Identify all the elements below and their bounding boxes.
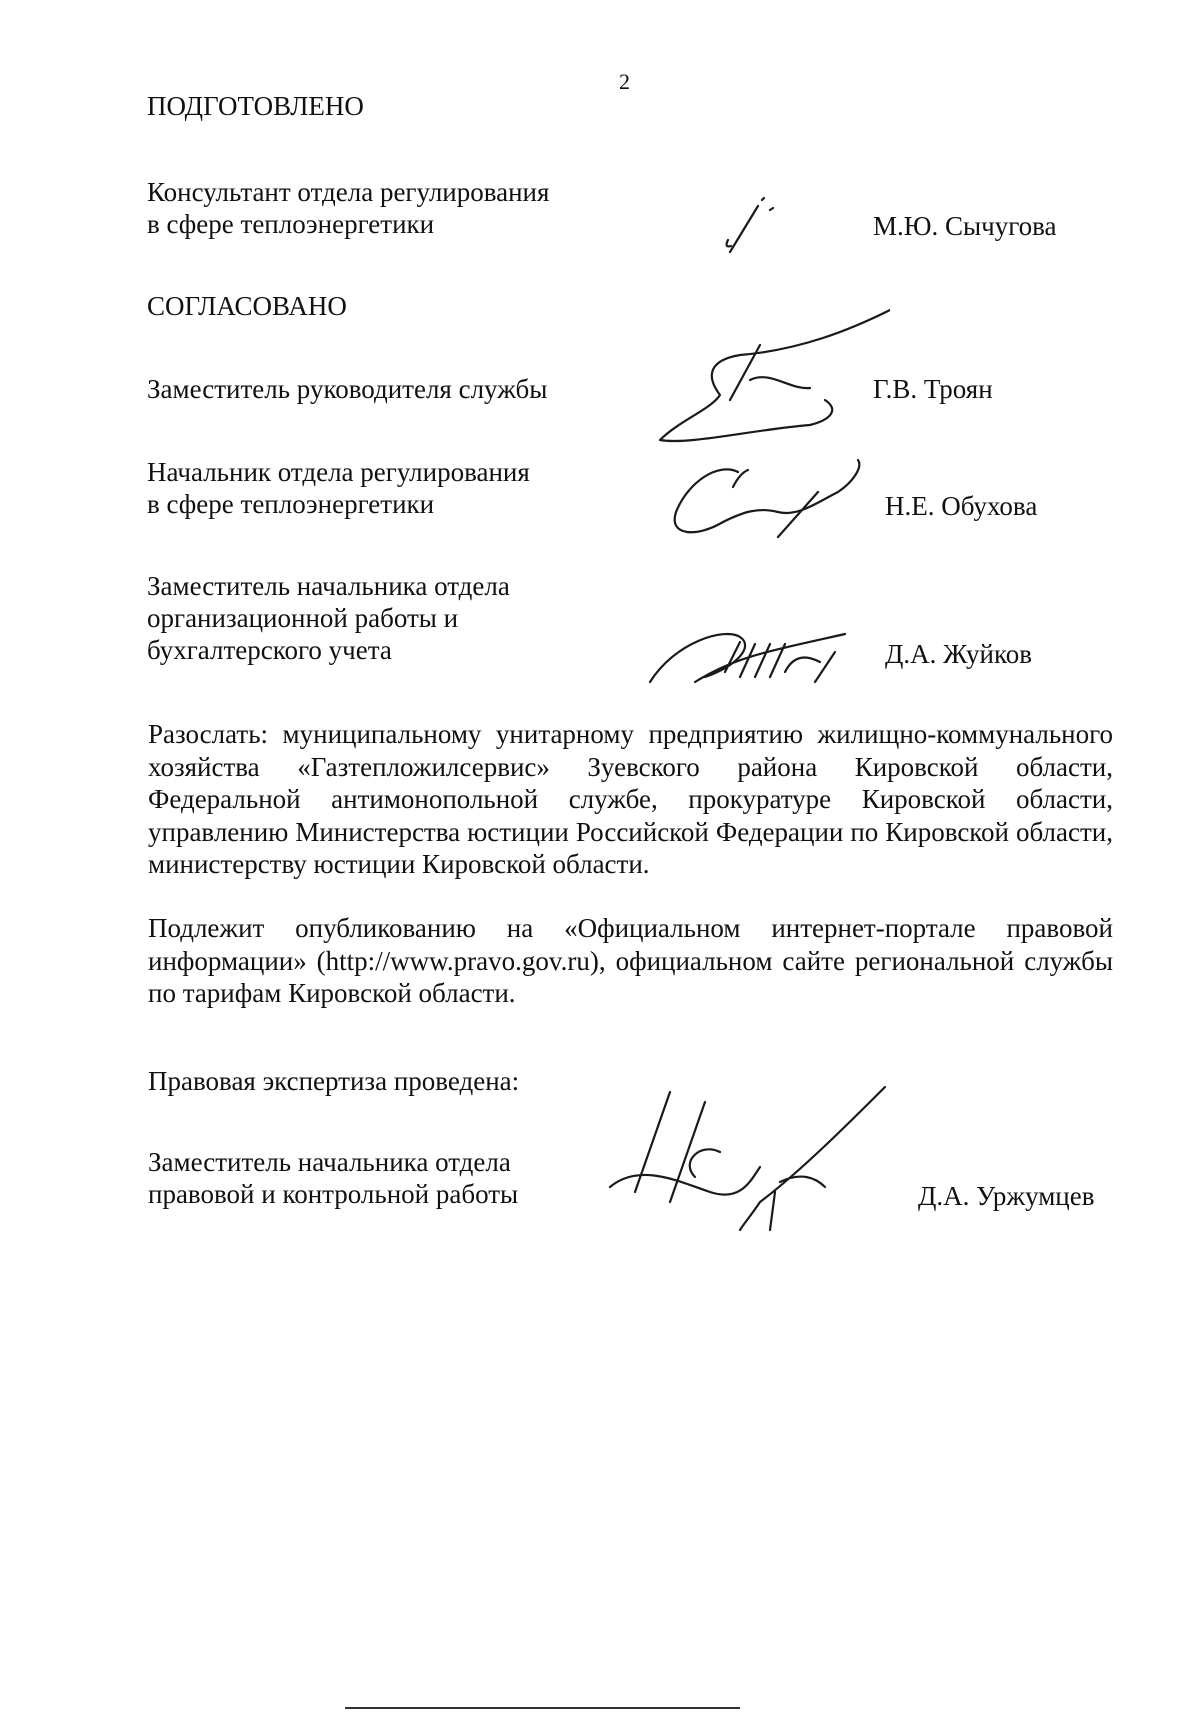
distribution-paragraph: Разослать: муниципальному унитарному предприятию жилищно-коммунального хозяйства «Газтепложилсервис» Зуевского района Кировской области, Федеральной антимонопольной службе, прокуратуре Кировской области, управлению Министерства юстиции Российской Федерации по Кировской области, министерству юстиции Кировской области. [148, 719, 1113, 879]
legal-review-position-line-2: правовой и контрольной работы [148, 1179, 519, 1209]
agreed-1-name: Г.В. Троян [873, 374, 993, 404]
legal-review-heading: Правовая экспертиза проведена: [148, 1066, 520, 1096]
prepared-position-line-1: Консультант отдела регулирования [147, 177, 550, 207]
bottom-scan-line [345, 1707, 740, 1709]
prepared-position-line-2: в сфере теплоэнергетики [147, 209, 435, 239]
prepared-name: М.Ю. Сычугова [873, 211, 1057, 241]
signature-zhuikov [645, 622, 860, 694]
page-number: 2 [619, 69, 630, 94]
agreed-3-position-line-2: организационной работы и [147, 603, 459, 633]
legal-review-position-line-1: Заместитель начальника отдела [148, 1147, 511, 1177]
agreed-3-position-line-3: бухгалтерского учета [147, 635, 392, 665]
prepared-heading: ПОДГОТОВЛЕНО [147, 91, 364, 121]
publication-paragraph: Подлежит опубликованию на «Официальном интернет-портале правовой информации» (http://www.pravo.gov.ru), официальном сайте региональной службы по тарифам Кировской области. [148, 913, 1113, 1008]
agreed-heading: СОГЛАСОВАНО [147, 291, 347, 321]
agreed-2-position-line-1: Начальник отдела регулирования [147, 457, 530, 487]
agreed-3-position-line-1: Заместитель начальника отдела [147, 571, 510, 601]
agreed-2-name: Н.Е. Обухова [885, 491, 1038, 521]
agreed-2-position-line-2: в сфере теплоэнергетики [147, 489, 435, 519]
signature-urzhumtsev [600, 1082, 890, 1232]
signature-obukhova [668, 452, 868, 542]
legal-review-name: Д.А. Уржумцев [918, 1181, 1095, 1211]
signature-troyan [650, 300, 890, 450]
signature-sychugova [718, 196, 788, 258]
agreed-1-position-line-1: Заместитель руководителя службы [147, 374, 548, 404]
agreed-3-name: Д.А. Жуйков [885, 639, 1032, 669]
